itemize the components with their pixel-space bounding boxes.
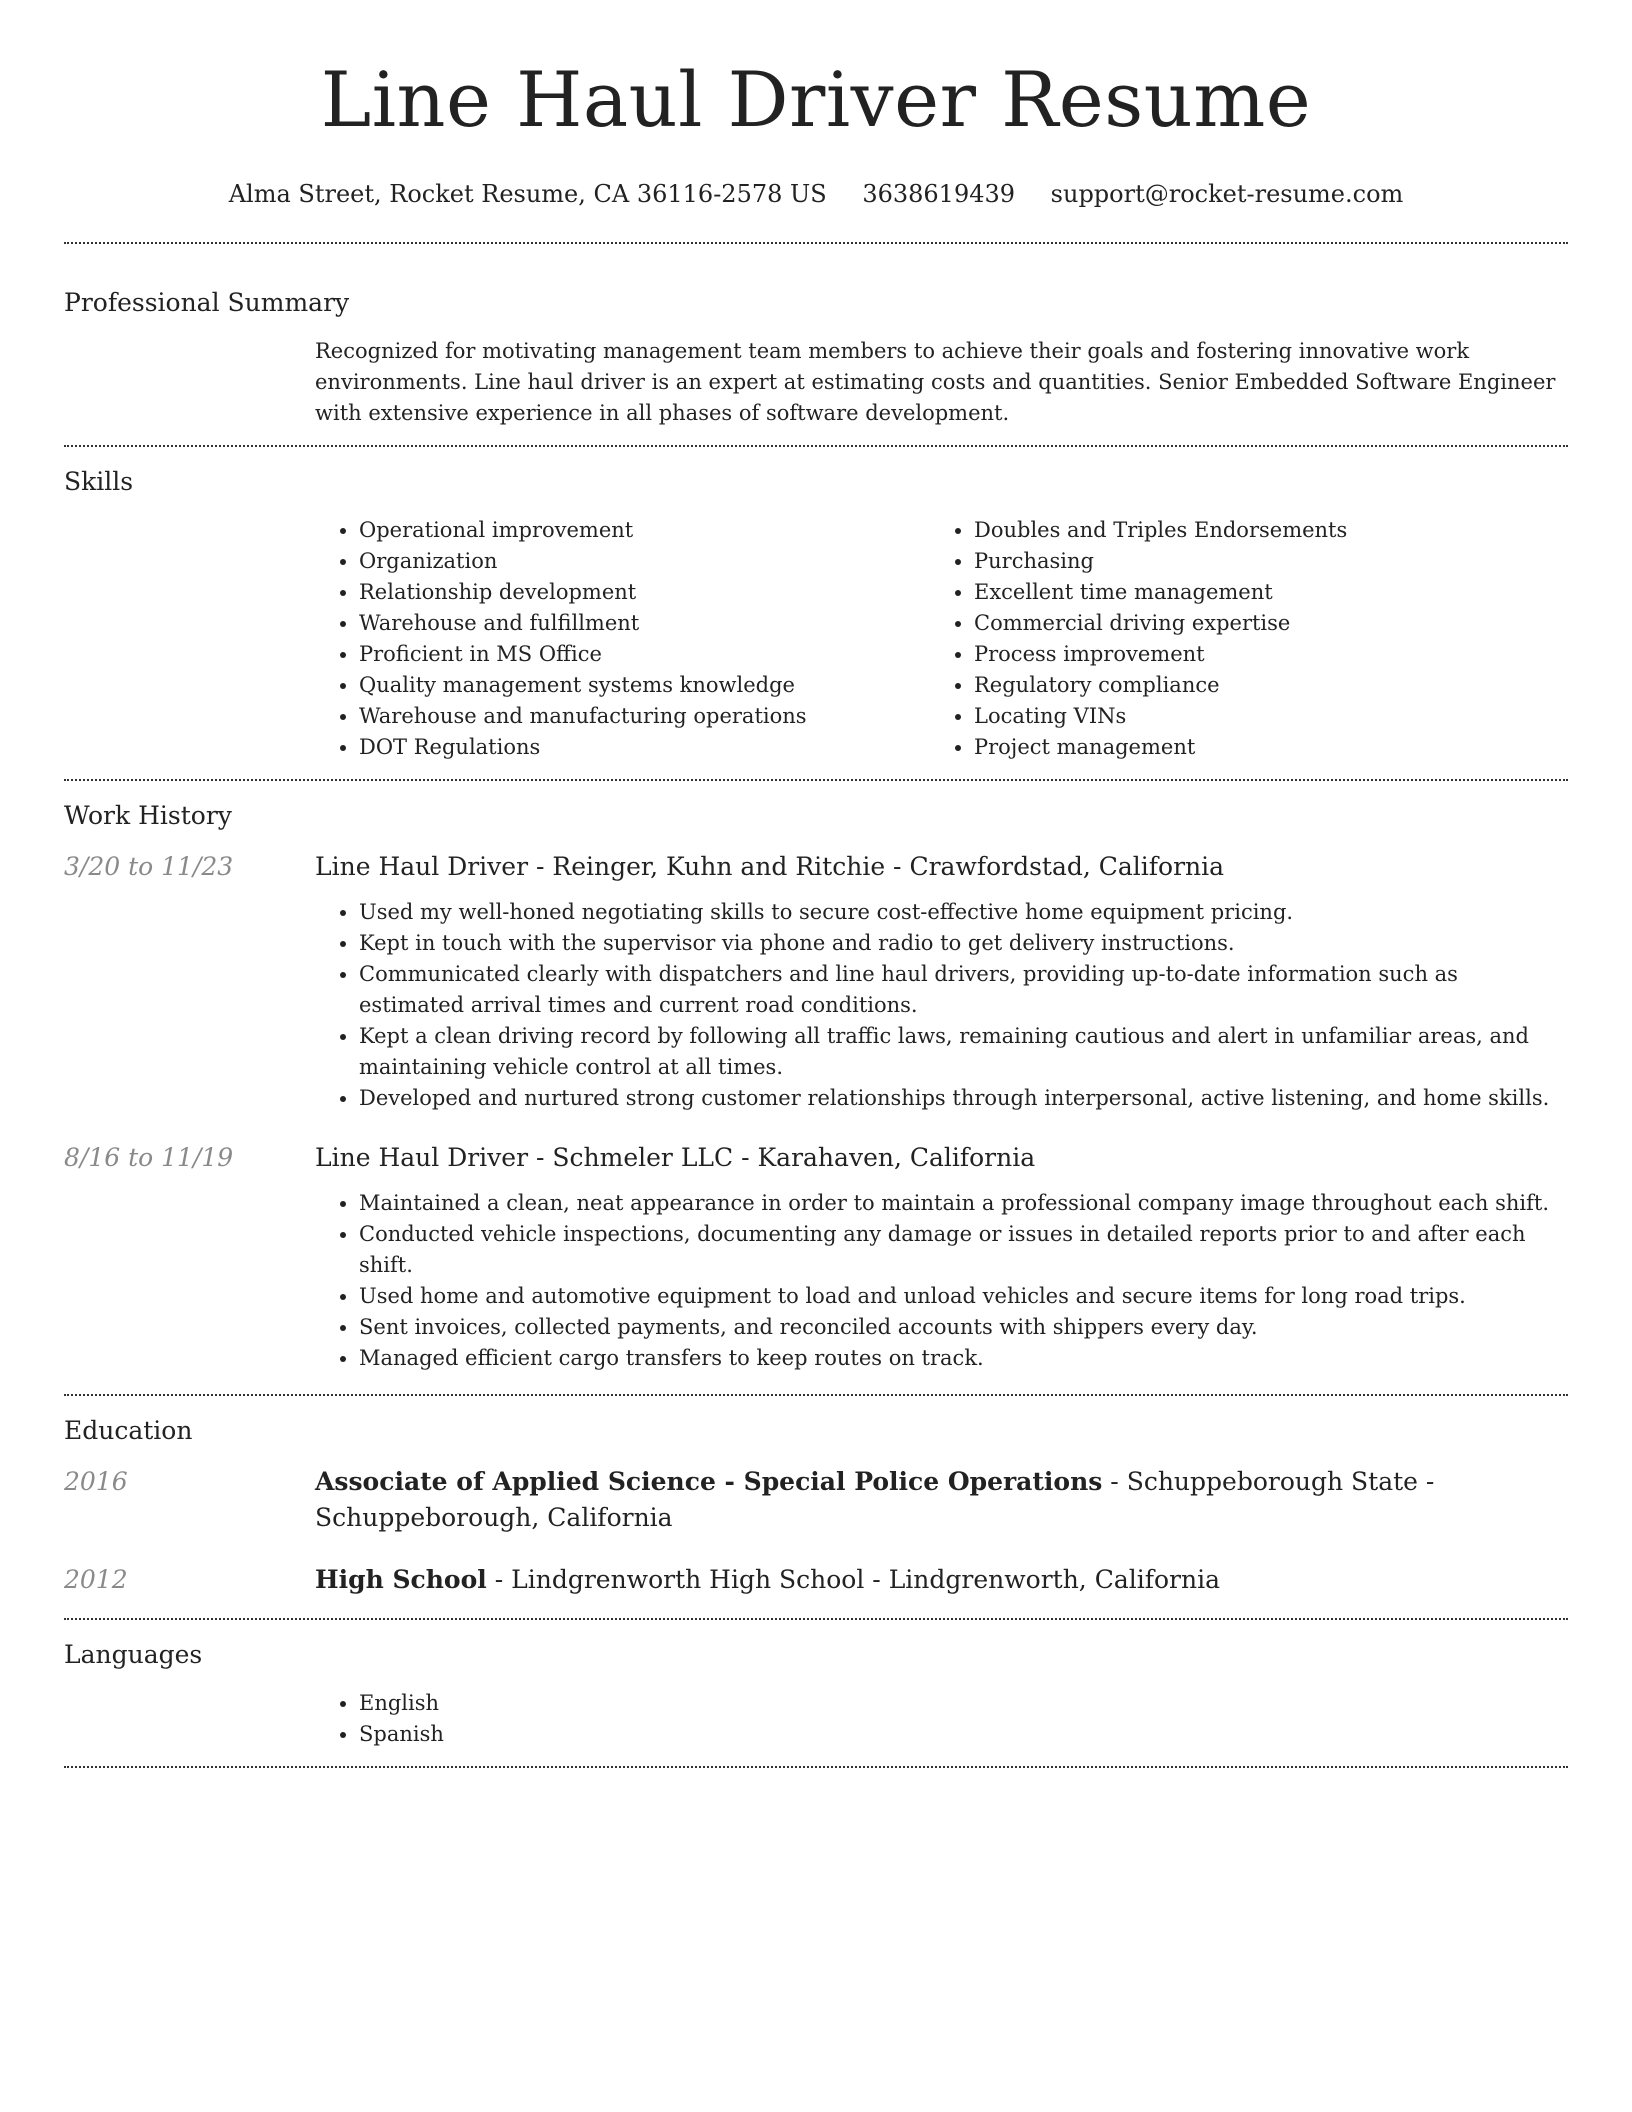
job-location: Karahaven, California [757, 1143, 1036, 1172]
resume-title: Line Haul Driver Resume [320, 55, 1312, 144]
skill-item: • Regulatory compliance [974, 670, 1545, 701]
education-school: Lindgrenworth High School [511, 1565, 865, 1594]
language-item: • English [359, 1688, 1568, 1719]
job-bullet: • Used home and automotive equipment to load and unload vehicles and secure items for long road trips. [359, 1281, 1568, 1312]
education-entry [64, 1562, 1568, 1598]
job-heading [315, 1140, 1568, 1176]
job-bullet: • Maintained a clean, neat appearance in order to maintain a professional company image throughout each shift. [359, 1188, 1568, 1219]
skills-column-left [315, 515, 930, 763]
skill-item: • Process improvement [974, 639, 1545, 670]
skill-item: • DOT Regulations [359, 732, 930, 763]
job-bullet: • Kept in touch with the supervisor via phone and radio to get delivery instructions. [359, 928, 1568, 959]
job-role: Line Haul Driver [315, 852, 529, 881]
skills-list-right [930, 515, 1545, 763]
job-bullet: • Developed and nurtured strong customer relationships through interpersonal, active listening, and home skills. [359, 1083, 1568, 1114]
resume-header [64, 0, 1568, 210]
job-company: Reinger, Kuhn and Ritchie [552, 852, 886, 881]
education-heading [315, 1562, 1568, 1598]
skill-item: • Locating VINs [974, 701, 1545, 732]
section-title-work-history: Work History [64, 801, 232, 830]
job-entry [64, 1140, 1568, 1374]
work-history-section [64, 781, 1568, 1394]
skills-grid [315, 515, 1568, 763]
skill-item: • Doubles and Triples Endorsements [974, 515, 1545, 546]
job-bullet: • Communicated clearly with dispatchers and line haul drivers, providing up-to-date information such as estimated arrival times and current road conditions. [359, 959, 1568, 1021]
contact-email: support@rocket-resume.com [1050, 180, 1404, 208]
section-title-education: Education [64, 1416, 193, 1445]
divider [64, 1766, 1568, 1768]
job-bullet: • Used my well-honed negotiating skills to secure cost-effective home equipment pricing. [359, 897, 1568, 928]
education-school: Schuppeborough State [1126, 1467, 1418, 1496]
education-year: 2012 [64, 1565, 128, 1594]
section-title-skills: Skills [64, 467, 134, 496]
education-entry [64, 1464, 1568, 1536]
skills-section [64, 447, 1568, 779]
skill-item: • Project management [974, 732, 1545, 763]
skill-item: • Relationship development [359, 577, 930, 608]
skills-column-right [930, 515, 1545, 763]
separator: - [864, 1565, 889, 1594]
job-bullet: • Managed efficient cargo transfers to keep routes on track. [359, 1343, 1568, 1374]
job-location: Crawfordstad, California [909, 852, 1225, 881]
contact-line [64, 178, 1568, 210]
education-heading [315, 1464, 1568, 1536]
job-heading [315, 849, 1568, 885]
separator: - [528, 852, 553, 881]
contact-phone: 3638619439 [862, 180, 1016, 208]
education-location: Schuppeborough, California [315, 1503, 673, 1532]
job-company: Schmeler LLC [552, 1143, 734, 1172]
summary-text: Recognized for motivating management team members to achieve their goals and fostering innovative work environments. Line haul driver is an expert at estimating costs and quantities. Senior Embedded Software Engineer with extensive experience in all phases of software development. [315, 339, 1556, 425]
separator: - [1417, 1467, 1435, 1496]
language-item: • Spanish [359, 1719, 1568, 1750]
job-entry [64, 849, 1568, 1114]
separator: - [528, 1143, 553, 1172]
skill-item: • Warehouse and manufacturing operations [359, 701, 930, 732]
languages-section [64, 1620, 1568, 1766]
skill-item: • Purchasing [974, 546, 1545, 577]
languages-list [315, 1688, 1568, 1750]
separator: - [1102, 1467, 1127, 1496]
job-role: Line Haul Driver [315, 1143, 529, 1172]
languages-content [315, 1688, 1568, 1750]
section-title-languages: Languages [64, 1640, 203, 1669]
separator: - [885, 852, 910, 881]
education-section [64, 1396, 1568, 1618]
skill-item: • Commercial driving expertise [974, 608, 1545, 639]
skills-list-left [315, 515, 930, 763]
contact-address: Alma Street, Rocket Resume, CA 36116-2578 US [228, 180, 827, 208]
job-bullets [315, 897, 1568, 1114]
education-degree: Associate of Applied Science - Special Police Operations [315, 1467, 1103, 1496]
job-body [315, 849, 1568, 1114]
skill-item: • Warehouse and fulfillment [359, 608, 930, 639]
section-title-summary: Professional Summary [64, 288, 350, 317]
job-dates: 3/20 to 11/23 [64, 852, 234, 881]
education-degree: High School [315, 1565, 487, 1594]
summary-content [315, 336, 1568, 429]
job-dates: 8/16 to 11/19 [64, 1143, 234, 1172]
skill-item: • Proficient in MS Office [359, 639, 930, 670]
job-bullet: • Conducted vehicle inspections, documenting any damage or issues in detailed reports prior to and after each shift. [359, 1219, 1568, 1281]
separator: - [486, 1565, 512, 1594]
separator: - [733, 1143, 758, 1172]
job-bullets [315, 1188, 1568, 1374]
job-bullet: • Kept a clean driving record by following all traffic laws, remaining cautious and alert in unfamiliar areas, and maintaining vehicle control at all times. [359, 1021, 1568, 1083]
education-year: 2016 [64, 1467, 128, 1496]
summary-section [64, 244, 1568, 445]
skill-item: • Organization [359, 546, 930, 577]
job-body [315, 1140, 1568, 1374]
job-bullet: • Sent invoices, collected payments, and reconciled accounts with shippers every day. [359, 1312, 1568, 1343]
skill-item: • Excellent time management [974, 577, 1545, 608]
skill-item: • Operational improvement [359, 515, 930, 546]
education-location: Lindgrenworth, California [888, 1565, 1220, 1594]
skill-item: • Quality management systems knowledge [359, 670, 930, 701]
